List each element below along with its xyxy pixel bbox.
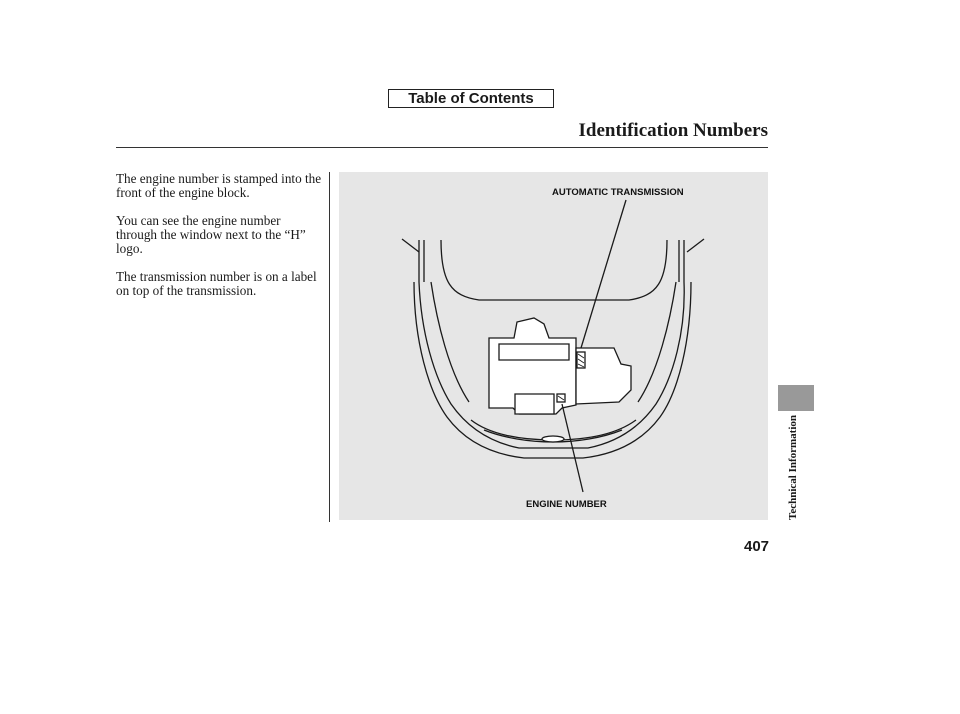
- table-of-contents-button[interactable]: Table of Contents: [388, 89, 554, 108]
- body-text: [116, 172, 322, 312]
- engine-bay-figure: [339, 172, 768, 520]
- section-tab: [778, 385, 814, 411]
- column-divider: [329, 172, 330, 522]
- paragraph-transmission-label: The transmission number is on a label on top of the transmission.: [116, 269, 317, 298]
- car-front-illustration: [339, 172, 768, 520]
- paragraph-engine-location: The engine number is stamped into the front of the engine block.: [116, 171, 322, 200]
- label-engine-number: ENGINE NUMBER: [526, 499, 607, 510]
- paragraph-engine-window: You can see the engine number through the window next to the “H” logo.: [116, 213, 306, 256]
- label-automatic-transmission: AUTOMATIC TRANSMISSION: [552, 187, 684, 198]
- header-rule: [116, 147, 768, 148]
- page-number: 407: [744, 538, 770, 555]
- section-tab-label: Technical Information: [787, 414, 799, 520]
- page-title: Identification Numbers: [578, 120, 768, 141]
